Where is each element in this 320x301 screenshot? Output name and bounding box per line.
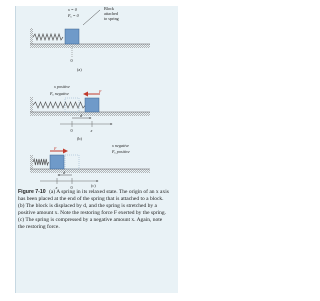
panel-c-tag-wrap xyxy=(91,183,96,188)
panel-a-note-leader xyxy=(83,10,100,25)
panel-b-disp-label: d xyxy=(80,113,83,118)
panel-b-block xyxy=(85,98,99,112)
caption-head: Figure 7-10 xyxy=(18,189,46,195)
panel-a-note-1: Block xyxy=(104,6,115,11)
panel-a xyxy=(30,6,150,72)
figure-illustration xyxy=(0,0,200,190)
panel-b-tag: (b) xyxy=(77,136,82,141)
panel-a-note-3: to spring xyxy=(104,16,119,21)
panel-a-tag: (a) xyxy=(77,67,82,72)
panel-c-tag: (c) xyxy=(91,183,96,188)
panel-b-axis-x: x xyxy=(90,128,93,133)
panel-c-force-symbol: F xyxy=(54,146,57,151)
panel-c-disp-label: d xyxy=(63,170,66,175)
panel-c-block xyxy=(50,155,64,169)
panel-c-axis-zero: 0 xyxy=(70,185,73,190)
panel-a-wall xyxy=(30,28,33,44)
panel-a-force-label: Fₓ = 0 xyxy=(68,13,79,18)
panel-b-wall xyxy=(30,97,33,112)
panel-a-x-label: x = 0 xyxy=(68,7,77,12)
panel-c-axis-x: x xyxy=(55,185,58,190)
panel-b-axis-zero: 0 xyxy=(70,128,73,133)
panel-c-ghost-block xyxy=(65,155,79,169)
panel-b-spring xyxy=(33,102,86,108)
panel-c-x-negative: x negative xyxy=(112,143,130,148)
panel-a-spring xyxy=(33,34,63,40)
panel-a-block xyxy=(65,29,79,44)
panel-c-floor xyxy=(30,169,150,173)
panel-b-floor xyxy=(30,112,150,116)
figure-caption xyxy=(18,189,170,232)
panel-b xyxy=(30,84,150,141)
panel-c-force-positive: Fₓ positive xyxy=(112,149,130,154)
panel-a-axis-zero: 0 xyxy=(70,58,73,63)
panel-b-force-negative: Fₓ negative xyxy=(50,91,69,96)
caption-body: (a) A spring in its relaxed state. The origin of an x axis has been placed at the end of the spring that is attached to a block. (b) The block is displaced by d, and the spring is stretched by a positive amount x. Note the restoring force F exerted by the spring. (c) The spring is compressed by a negative amount x. Again, note the restoring force. xyxy=(18,189,169,231)
panel-c-spring xyxy=(33,159,49,165)
panel-c-wall xyxy=(30,155,33,169)
panel-b-x-positive: x positive xyxy=(54,84,70,89)
panel-c xyxy=(30,143,150,190)
panel-b-force-symbol: F xyxy=(99,89,102,94)
panel-a-floor xyxy=(30,44,150,48)
panel-a-note-2: attached xyxy=(104,11,118,16)
